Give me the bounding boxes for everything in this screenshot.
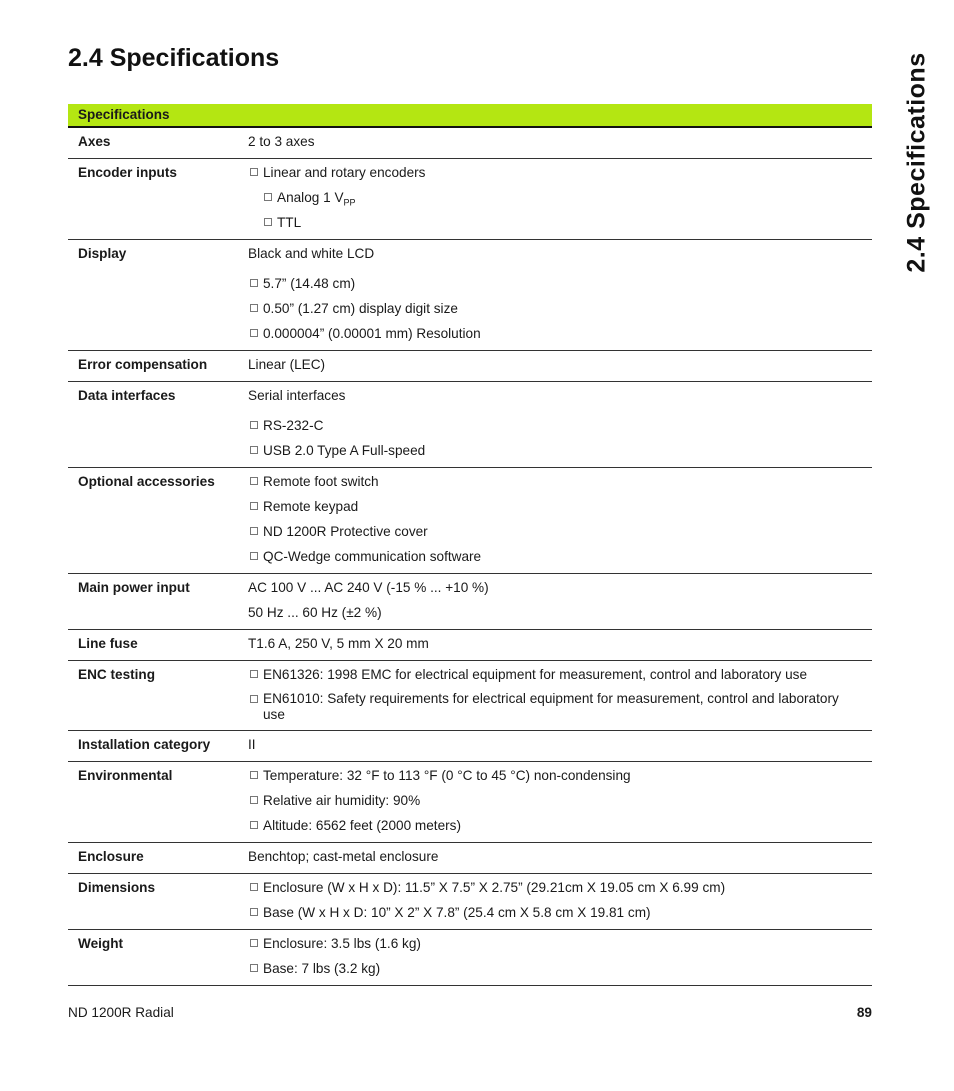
bullet-text: Base: 7 lbs (3.2 kg): [263, 960, 381, 976]
sub-bullet-item: [248, 189, 864, 212]
bullet-item: [248, 691, 864, 723]
value-text: 2 to 3 axes: [248, 134, 315, 149]
sub-bullet-text: Analog 1 V: [277, 190, 344, 205]
row-value: [248, 467, 872, 573]
bullet-square-icon: [250, 695, 258, 703]
bullet-item: [248, 417, 864, 435]
bullet-item: [248, 523, 864, 541]
table-row: [68, 381, 872, 467]
table-row: [68, 929, 872, 985]
table-row: [68, 761, 872, 842]
bullet-square-icon: [250, 883, 258, 891]
bullet-square-icon: [250, 552, 258, 560]
bullet-item: [248, 817, 864, 835]
table-row: [68, 873, 872, 929]
bullet-square-icon: [250, 329, 258, 337]
table-row: [68, 350, 872, 381]
table-header-row: [68, 104, 872, 127]
table-row: [68, 629, 872, 660]
value-text: Benchtop; cast-metal enclosure: [248, 848, 439, 864]
bullet-square-icon: [264, 218, 272, 226]
table-row: [68, 239, 872, 350]
value-text: Black and white LCD: [248, 245, 375, 261]
bullet-square-icon: [250, 964, 258, 972]
bullet-item: [248, 960, 864, 978]
row-value: [248, 239, 872, 350]
row-label: ENC testing: [68, 660, 248, 730]
bullet-text: Remote foot switch: [263, 473, 379, 489]
bullet-text: 0.000004” (0.00001 mm) Resolution: [263, 325, 481, 341]
value-text: Serial interfaces: [248, 387, 346, 403]
bullet-item: [248, 325, 864, 343]
row-value: [248, 159, 872, 240]
bullet-square-icon: [250, 279, 258, 287]
row-value: [248, 573, 872, 629]
bullet-text: Temperature: 32 °F to 113 °F (0 °C to 45 °C) non-condensing: [263, 767, 631, 783]
bullet-text: [277, 189, 356, 212]
bullet-text: Remote keypad: [263, 498, 359, 514]
bullet-item: [248, 879, 864, 897]
bullet-text: TTL: [277, 214, 302, 230]
row-label: Error compensation: [68, 350, 248, 381]
bullet-square-icon: [250, 527, 258, 535]
row-value: [248, 350, 872, 381]
bullet-text: Enclosure (W x H x D): 11.5” X 7.5” X 2.75” (29.21cm X 19.05 cm X 6.99 cm): [263, 879, 726, 895]
bullet-text: 0.50” (1.27 cm) display digit size: [263, 300, 458, 316]
table-row: [68, 467, 872, 573]
bullet-text: EN61326: 1998 EMC for electrical equipment for measurement, control and laboratory use: [263, 666, 808, 682]
bullet-text: 5.7” (14.48 cm): [263, 275, 356, 291]
bullet-item: [248, 164, 864, 182]
row-value: [248, 761, 872, 842]
value-text: AC 100 V ... AC 240 V (-15 % ... +10 %): [248, 579, 489, 595]
bullet-text: QC-Wedge communication software: [263, 548, 482, 564]
bullet-item: [248, 666, 864, 684]
footer-product-name: ND 1200R Radial: [68, 1005, 174, 1020]
bullet-text: Base (W x H x D: 10” X 2” X 7.8” (25.4 cm X 5.8 cm X 19.81 cm): [263, 904, 651, 920]
row-label: Weight: [68, 929, 248, 985]
page-number: 89: [856, 1005, 872, 1020]
bullet-text: Linear and rotary encoders: [263, 165, 426, 180]
side-section-title: [893, 52, 941, 272]
bullet-square-icon: [250, 168, 258, 176]
row-value: [248, 660, 872, 730]
subscript-text: PP: [343, 197, 356, 208]
bullet-square-icon: [250, 477, 258, 485]
table-row: [68, 127, 872, 159]
row-value: [248, 730, 872, 761]
row-label: Encoder inputs: [68, 159, 248, 240]
bullet-text: Enclosure: 3.5 lbs (1.6 kg): [263, 935, 421, 951]
row-value: [248, 381, 872, 467]
row-value: [248, 842, 872, 873]
side-section-title-text: 2.4 Specifications: [902, 51, 931, 273]
row-label: Data interfaces: [68, 381, 248, 467]
page-title: 2.4 Specifications: [68, 44, 280, 72]
bullet-item: [248, 275, 864, 293]
bullet-item: [248, 473, 864, 491]
value-text: T1.6 A, 250 V, 5 mm X 20 mm: [248, 635, 429, 651]
bullet-item: [248, 935, 864, 953]
bullet-item: [248, 498, 864, 516]
bullet-square-icon: [250, 821, 258, 829]
bullet-item: [248, 904, 864, 922]
row-label: Axes: [68, 127, 248, 159]
bullet-item: [248, 442, 864, 460]
bullet-square-icon: [250, 670, 258, 678]
bullet-square-icon: [250, 446, 258, 454]
row-value: [248, 929, 872, 985]
bullet-square-icon: [250, 796, 258, 804]
bullet-square-icon: [264, 193, 272, 201]
bullet-text: EN61010: Safety requirements for electrical equipment for measurement, control and laboratory use: [263, 690, 839, 722]
row-label: Installation category: [68, 730, 248, 761]
row-label: Display: [68, 239, 248, 350]
bullet-text: Relative air humidity: 90%: [263, 792, 421, 808]
value-text: 50 Hz ... 60 Hz (±2 %): [248, 604, 382, 620]
row-label: Optional accessories: [68, 467, 248, 573]
row-value: [248, 629, 872, 660]
value-text: Linear (LEC): [248, 356, 326, 372]
bullet-text: USB 2.0 Type A Full-speed: [263, 442, 426, 458]
bullet-item: [248, 300, 864, 318]
table-row: [68, 660, 872, 730]
row-label: Environmental: [68, 761, 248, 842]
table-row: [68, 842, 872, 873]
bullet-square-icon: [250, 939, 258, 947]
specifications-table: [68, 104, 872, 986]
bullet-item: [248, 767, 864, 785]
row-label: Line fuse: [68, 629, 248, 660]
row-label: Enclosure: [68, 842, 248, 873]
bullet-square-icon: [250, 908, 258, 916]
table-row: [68, 730, 872, 761]
table-header: Specifications: [68, 104, 872, 127]
bullet-square-icon: [250, 304, 258, 312]
bullet-square-icon: [250, 771, 258, 779]
table-row: [68, 159, 872, 240]
sub-bullet-item: [248, 214, 864, 232]
bullet-square-icon: [250, 502, 258, 510]
bullet-text: Altitude: 6562 feet (2000 meters): [263, 817, 461, 833]
bullet-text: ND 1200R Protective cover: [263, 523, 428, 539]
row-label: Dimensions: [68, 873, 248, 929]
row-value: [248, 873, 872, 929]
row-label: Main power input: [68, 573, 248, 629]
bullet-square-icon: [250, 421, 258, 429]
bullet-text: RS-232-C: [263, 417, 324, 433]
bullet-item: [248, 548, 864, 566]
bullet-item: [248, 792, 864, 810]
row-value: [248, 127, 872, 159]
table-row: [68, 573, 872, 629]
value-text: II: [248, 736, 256, 752]
